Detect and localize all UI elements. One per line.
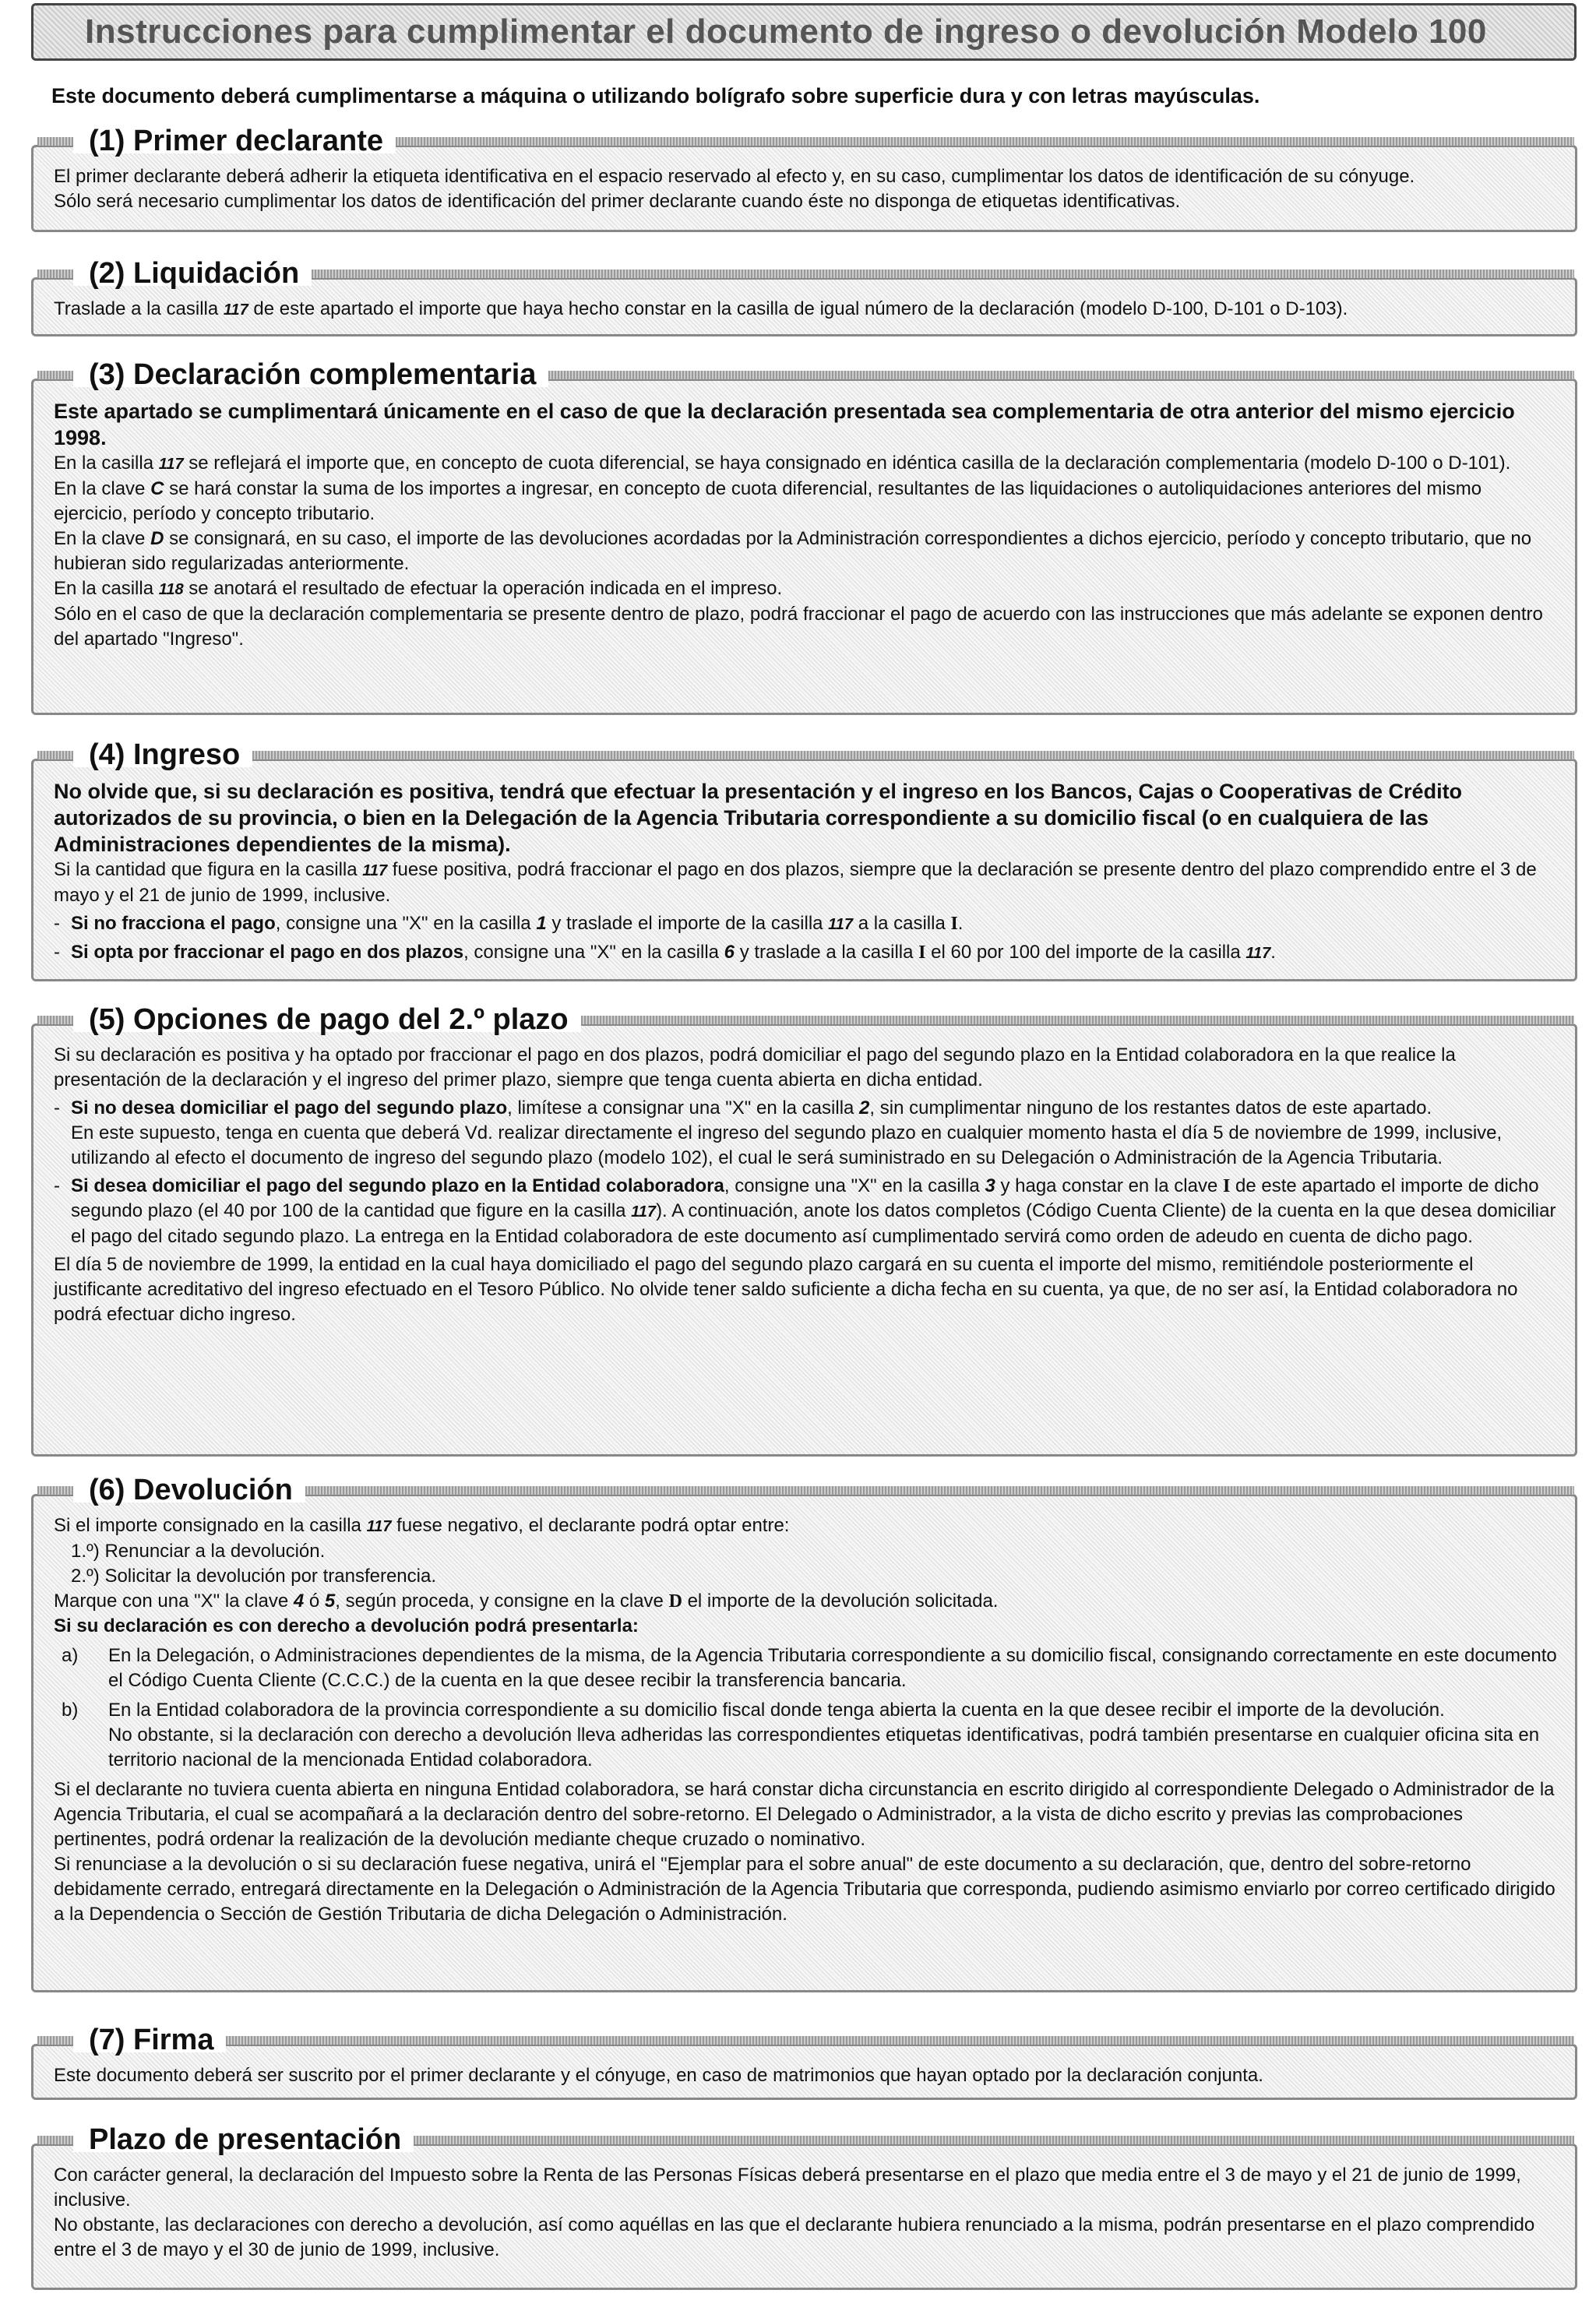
page-title: Instrucciones para cumplimentar el documento de ingreso o devolución Modelo 100 [85,12,1487,51]
section-heading: (1) Primer declarante [73,129,396,153]
paragraph: Si su declaración es positiva y ha optado por fraccionar el pago en dos plazos, podrá domiciliar el pago del segundo plazo en la Entidad colaboradora en la que realice la presentación de la declaración y el ingreso del primer plazo, siempre que tenga cuenta abierta en dicha entidad. [54,1045,1456,1090]
list-item: - Si opta por fraccionar el pago en dos plazos, consigne una "X" en la casilla 6 y traslade a la casilla I el 60 por 100 del importe de la casilla 117. [54,942,1276,963]
section-heading: (5) Opciones de pago del 2.º plazo [73,1007,581,1032]
bold-notice: No olvide que, si su declaración es positiva, tendrá que efectuar la presentación y el ingreso en los Bancos, Cajas o Cooperativas de Crédito autorizados de su provincia, o bien en la Delegación de la Agencia Tributaria correspondiente a su domicilio fiscal (o en cualquiera de las Administraciones dependientes de la misma). [54,780,1463,856]
paragraph: Sólo será necesario cumplimentar los datos de identificación del primer declarante cuando éste no disponga de etiquetas identificativas. [54,191,1181,212]
paragraph: Traslade a la casilla 117 de este apartado el importe que haya hecho constar en la casilla de igual número de la declaración (modelo D-100, D-101 o D-103). [54,298,1348,319]
paragraph: No obstante, las declaraciones con derecho a devolución, así como aquéllas en las que el declarante hubiera renunciado a la misma, podrán presentarse en el plazo comprendido entre el 3 de mayo y el 30 de junio de 1999, inclusive. [54,2214,1535,2260]
paragraph: En la casilla 117 se reflejará el importe que, en concepto de cuota diferencial, se haya consignado en idéntica casilla de la declaración complementaria (modelo D-100 o D-101). [54,453,1511,474]
paragraph: En la clave D se consignará, en su caso, el importe de las devoluciones acordadas por la Administración correspondientes a dichos ejercicio, período y concepto tributario, que no hubieran sido regularizadas anteriormente. [54,528,1532,574]
section-heading: (4) Ingreso [73,742,252,767]
paragraph: Si el declarante no tuviera cuenta abierta en ninguna Entidad colaboradora, se hará constar dicha circunstancia en escrito dirigido al correspondiente Delegado o Administrador de la Agencia Tributaria, el cual se acompañará a la declaración dentro del sobre-retorno. El Delegado o Administrador, a la vista de dicho escrito y previas las comprobaciones pertinentes, podrá ordenar la realización de la devolución mediante cheque cruzado o nominativo. [54,1779,1555,1850]
paragraph: Este documento deberá ser suscrito por el primer declarante y el cónyuge, en caso de matrimonios que hayan optado por la declaración conjunta. [54,2065,1263,2086]
paragraph: Si el importe consignado en la casilla 117 fuese negativo, el declarante podrá optar entre: [54,1515,790,1536]
intro-text: Este documento deberá cumplimentarse a máquina o utilizando bolígrafo sobre superficie dura y con letras mayúsculas. [51,84,1260,107]
paragraph: El día 5 de noviembre de 1999, la entidad en la cual haya domiciliado el pago del segundo plazo cargará en su cuenta el importe del mismo, remitiéndole posteriormente el justificante acreditativo del ingreso efectuado en el Tesoro Público. No olvide tener saldo suficiente a dicha fecha en su cuenta, ya que, de no ser así, la Entidad colaboradora no podrá efectuar dicho ingreso. [54,1254,1518,1325]
section-heading: (6) Devolución [73,1478,305,1503]
section-liquidacion [31,257,1577,336]
title-bar [31,3,1577,61]
paragraph: Si la cantidad que figura en la casilla 117 fuese positiva, podrá fraccionar el pago en dos plazos, siempre que la declaración se presente dentro del plazo comprendido entre el 3 de mayo y el 21 de junio de 1999, inclusive. [54,859,1537,906]
paragraph: En la clave C se hará constar la suma de los importes a ingresar, en concepto de cuota diferencial, resultantes de las liquidaciones o autoliquidaciones anteriores del mismo ejercicio, período y concepto tributario. [54,478,1482,524]
paragraph: Sólo en el caso de que la declaración complementaria se presente dentro de plazo, podrá fraccionar el pago de acuerdo con las instrucciones que más adelante se exponen dentro del apartado "Ingreso". [54,604,1543,650]
section-devolucion [31,1474,1577,1992]
list-item: - Si no fracciona el pago, consigne una "X" en la casilla 1 y traslade el importe de la casilla 117 a la casilla I. [54,913,964,934]
list-item: 1.º) Renunciar a la devolución. [71,1541,326,1562]
section-opciones-pago [31,1003,1577,1457]
section-primer-declarante [31,125,1577,232]
section-heading: (7) Firma [73,2027,226,2052]
section-heading: (2) Liquidación [73,261,312,286]
paragraph: Si renunciase a la devolución o si su declaración fuese negativa, unirá el "Ejemplar para el sobre anual" de este documento a su declaración, que, dentro del sobre-retorno debidamente cerrado, entregará directamente en la Delegación o Administración de la Agencia Tributaria que corresponda, pudiendo asimismo enviarlo por correo certificado dirigido a la Dependencia o Sección de Gestión Tributaria de dicha Delegación o Administración. [54,1854,1555,1925]
list-item: - Si no desea domiciliar el pago del segundo plazo, limítese a consignar una "X" en la casilla 2, sin cumplimentar ninguno de los restantes datos de este apartado. En este supuesto, tenga en cuenta que deberá Vd. realizar directamente el ingreso del segundo plazo en cualquier momento hasta el día 5 de noviembre de 1999, inclusive, utilizando al efecto el documento de ingreso del segundo plazo (modelo 102), el cual le será suministrado en su Delegación o Administración de la Agencia Tributaria. [54,1097,1503,1168]
casilla-ref: 117 [223,301,248,319]
section-heading: (3) Declaración complementaria [73,362,548,387]
bold-notice: Si su declaración es con derecho a devolución podrá presentarla: [54,1615,639,1636]
list-item: a) En la Delegación, o Administraciones dependientes de la misma, de la Agencia Tributaria correspondiente a su domicilio fiscal, consignando correctamente en este documento el Código Cuenta Cliente (C.C.C.) de la cuenta en la que desee recibir la transferencia bancaria. [62,1645,1557,1691]
list-item: 2.º) Solicitar la devolución por transferencia. [71,1566,436,1587]
list-item: b) En la Entidad colaboradora de la provincia correspondiente a su domicilio fiscal donde tenga abierta la cuenta en la que desee recibir el importe de la devolución. No obstante, si la declaración con derecho a devolución lleva adheridas las correspondientes etiquetas identificativas, podrá también presentarse en cualquier oficina sita en territorio nacional de la mencionada Entidad colaboradora. [62,1700,1540,1770]
section-ingreso [31,738,1577,981]
section-declaracion-complementaria [31,358,1577,715]
list-item: - Si desea domiciliar el pago del segundo plazo en la Entidad colaboradora, consigne una "X" en la casilla 3 y haga constar en la clave I de este apartado el importe de dicho segundo plazo (el 40 por 100 de la cantidad que figure en la casilla 117). A continuación, anote los datos completos (Código Cuenta Cliente) de la cuenta en la que desea domiciliar el pago del citado segundo plazo. La entrega en la Entidad colaboradora de este documento así cumplimentado servirá como orden de adeudo en cuenta de dicho pago. [54,1175,1556,1247]
bold-notice: Este apartado se cumplimentará únicamente en el caso de que la declaración presentada sea complementaria de otra anterior del mismo ejercicio 1998. [54,400,1515,449]
section-heading: Plazo de presentación [73,2127,414,2152]
paragraph: El primer declarante deberá adherir la etiqueta identificativa en el espacio reservado al efecto y, en su caso, cumplimentar los datos de identificación de su cónyuge. [54,166,1415,187]
section-plazo-presentacion [31,2123,1577,2290]
section-firma [31,2024,1577,2100]
paragraph: En la casilla 118 se anotará el resultado de efectuar la operación indicada en el impreso. [54,578,783,599]
paragraph: Con carácter general, la declaración del Impuesto sobre la Renta de las Personas Físicas deberá presentarse en el plazo que media entre el 3 de mayo y el 21 de junio de 1999, inclusive. [54,2165,1521,2211]
paragraph: Marque con una "X" la clave 4 ó 5, según proceda, y consigne en la clave D el importe de la devolución solicitada. [54,1591,999,1612]
